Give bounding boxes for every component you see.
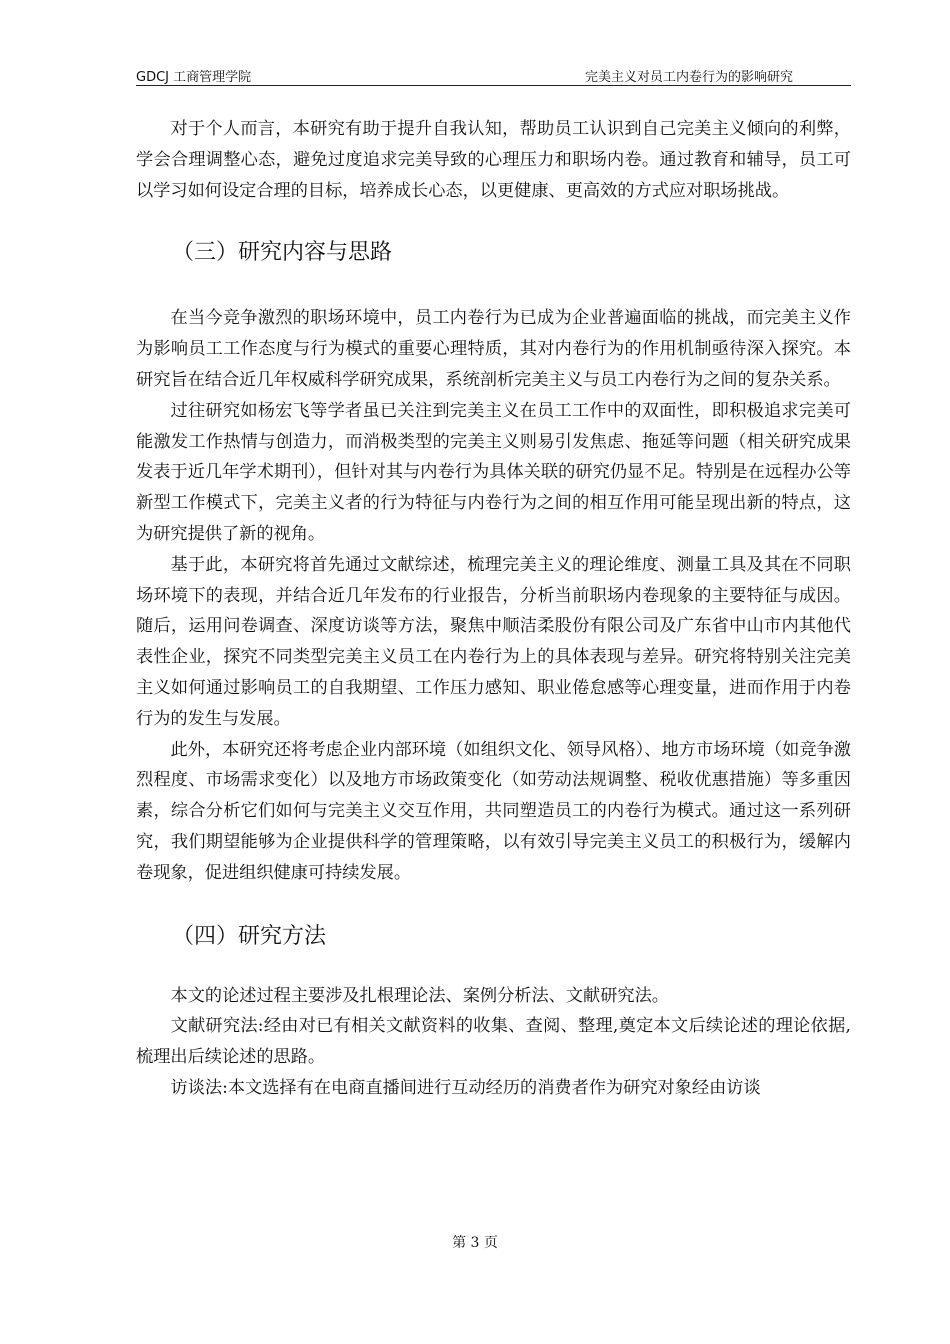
- section-3-body: [136, 303, 851, 888]
- page-number: 第 3 页: [452, 1235, 498, 1251]
- page-body: [136, 114, 851, 1104]
- section-heading: （四）研究方法: [172, 923, 327, 949]
- paragraph: 本文的论述过程主要涉及扎根理论法、案例分析法、文献研究法。: [170, 985, 669, 1006]
- paragraph: 在当今竞争激烈的职场环境中，员工内卷行为已成为企业普遍面临的挑战，而完美主义作为影响员工工作态度与行为模式的重要心理特质，其对内卷行为的作用机制亟待深入探究。本研究旨在结合近几年权威科学研究成果，系统剖析完美主义与员工内卷行为之间的复杂关系。: [136, 308, 851, 390]
- paragraph: 访谈法:本文选择有在电商直播间进行互动经历的消费者作为研究对象经由访谈: [170, 1077, 761, 1098]
- paragraph: 此外，本研究还将考虑企业内部环境（如组织文化、领导风格）、地方市场环境（如竞争激烈程度、市场需求变化）以及地方市场政策变化（如劳动法规调整、税收优惠措施）等多重因素，综合分析它们如何与完美主义交互作用，共同塑造员工的内卷行为模式。通过这一系列研究，我们期望能够为企业提供科学的管理策略，以有效引导完美主义员工的积极行为，缓解内卷现象，促进组织健康可持续发展。: [136, 739, 851, 883]
- page-header: [136, 64, 851, 86]
- header-school: GDCJ 工商管理学院: [136, 70, 252, 85]
- paragraph: 对于个人而言，本研究有助于提升自我认知，帮助员工认识到自己完美主义倾向的利弊，学会合理调整心态，避免过度追求完美导致的心理压力和职场内卷。通过教育和辅导，员工可以学习如何设定合理的目标，培养成长心态，以更健康、更高效的方式应对职场挑战。: [136, 119, 851, 201]
- section-4-body: [136, 981, 851, 1104]
- paragraph: 基于此，本研究将首先通过文献综述，梳理完美主义的理论维度、测量工具及其在不同职场环境下的表现，并结合近几年发布的行业报告，分析当前职场内卷现象的主要特征与成因。随后，运用问卷调查、深度访谈等方法，聚焦中顺洁柔股份有限公司及广东省中山市内其他代表性企业，探究不同类型完美主义员工在内卷行为上的具体表现与差异。研究将特别关注完美主义如何通过影响员工的自我期望、工作压力感知、职业倦怠感等心理变量，进而作用于内卷行为的发生与发展。: [136, 554, 851, 729]
- header-thesis-title: 完美主义对员工内卷行为的影响研究: [584, 70, 793, 85]
- paragraph: 文献研究法:经由对已有相关文献资料的收集、查阅、整理,奠定本文后续论述的理论依据,梳理出后续论述的思路。: [136, 1016, 851, 1068]
- paragraph: 过往研究如杨宏飞等学者虽已关注到完美主义在员工工作中的双面性，即积极追求完美可能激发工作热情与创造力，而消极类型的完美主义则易引发焦虑、拖延等问题（相关研究成果发表于近几年学术期刊），但针对其与内卷行为具体关联的研究仍显不足。特别是在远程办公等新型工作模式下，完美主义者的行为特征与内卷行为之间的相互作用可能呈现出新的特点，这为研究提供了新的视角。: [136, 400, 851, 544]
- section-heading: （三）研究内容与思路: [172, 240, 393, 266]
